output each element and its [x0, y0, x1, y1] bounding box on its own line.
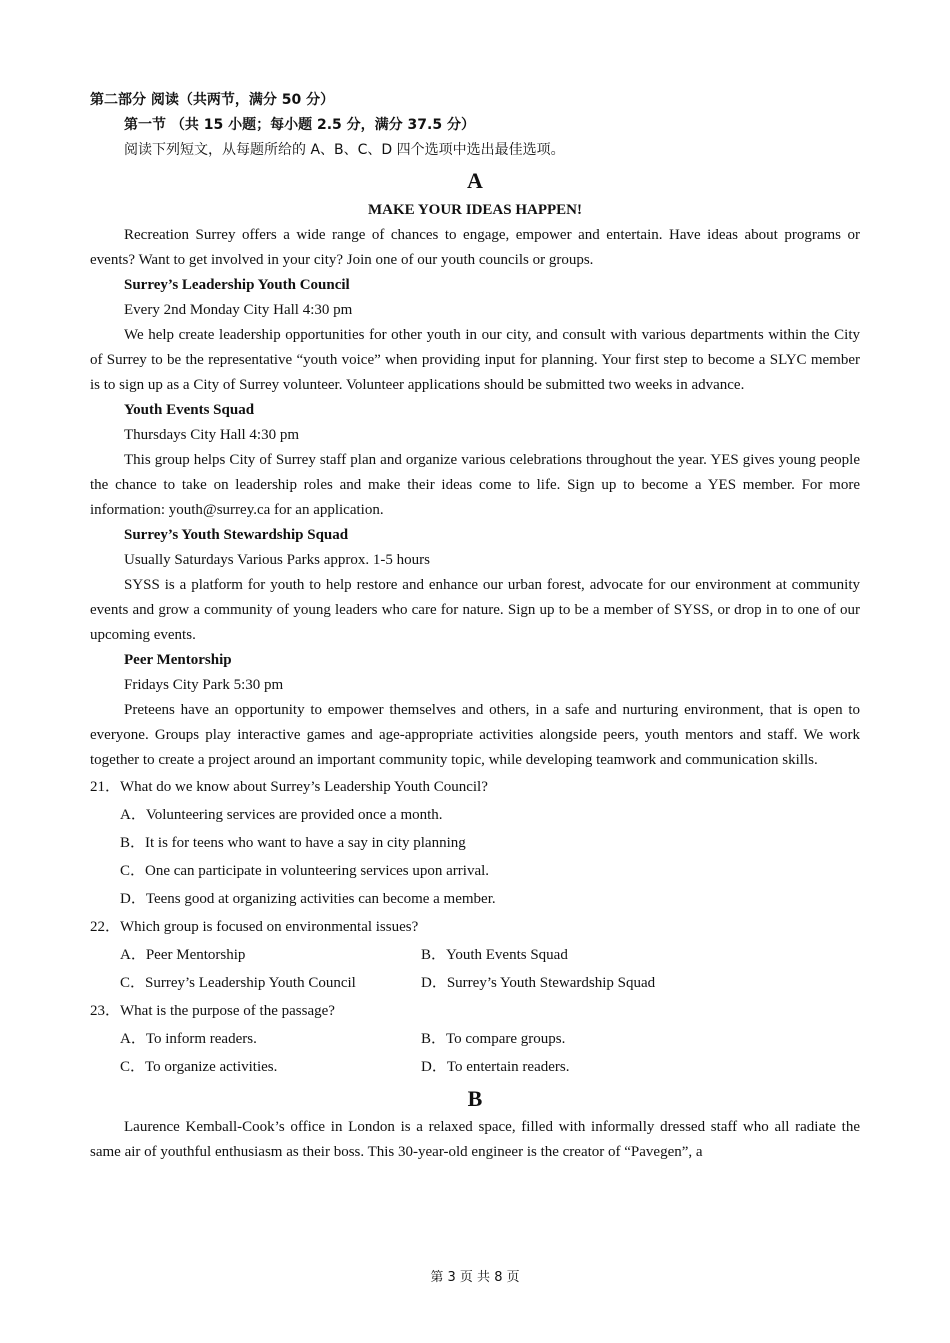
passage-a-title: MAKE YOUR IDEAS HAPPEN!	[367, 202, 583, 218]
question-21-option-c: C．One can participate in volunteering services upon arrival.	[120, 863, 490, 879]
group-schedule: Usually Saturdays Various Parks approx. 1-5 hours	[124, 552, 430, 568]
page-number: 第 3 页 共 8 页	[430, 1270, 520, 1285]
question-22-options-row-1	[90, 941, 860, 969]
group-schedule: Thursdays City Hall 4:30 pm	[124, 427, 299, 443]
group-description: SYSS is a platform for youth to help restore and enhance our urban forest, advocate for our environment at community events and grow a community of young leaders who care for nature. Sign up to be a member of SYSS, or drop in to one of our upcoming events.	[90, 577, 860, 643]
section-heading: 第一节 （共 15 小题；每小题 2.5 分，满分 37.5 分）	[124, 117, 475, 133]
question-23-option-a: A．To inform readers.	[120, 1031, 257, 1047]
group-schedule: Every 2nd Monday City Hall 4:30 pm	[124, 302, 353, 318]
group-name: Surrey’s Youth Stewardship Squad	[124, 527, 349, 543]
question-21-option-a: A．Volunteering services are provided once a month.	[120, 807, 443, 823]
passage-a-letter: A	[467, 168, 483, 193]
passage-b-text: Laurence Kemball-Cook’s office in London is a relaxed space, filled with informally dressed staff who all radiate the same air of youthful enthusiasm as their boss. This 30-year-old engineer is the creator of “Pavegen”, a	[90, 1119, 860, 1160]
question-23-stem: 23．What is the purpose of the passage?	[90, 1003, 335, 1019]
group-description: Preteens have an opportunity to empower themselves and others, in a safe and nurturing environment, that is open to everyone. Groups play interactive games and age-appropriate activities alongside peers, youth mentors and staff. We work together to create a project around an important community topic, while developing teamwork and communication skills.	[90, 702, 860, 768]
question-21-option-b: B．It is for teens who want to have a say in city planning	[120, 835, 466, 851]
question-23-options-row-1	[90, 1025, 860, 1053]
question-22-option-c: C．Surrey’s Leadership Youth Council	[120, 975, 356, 991]
question-22-option-b: B．Youth Events Squad	[421, 947, 568, 963]
question-23-option-c: C．To organize activities.	[120, 1059, 278, 1075]
question-22-options-row-2	[90, 969, 860, 997]
group-description: We help create leadership opportunities for other youth in our city, and consult with various departments within the City of Surrey to be the representative “youth voice” when providing input for planning. Your first step to become a SLYC member is to sign up as a City of Surrey volunteer. Volunteer applications should be submitted two weeks in advance.	[90, 327, 860, 393]
question-22-stem: 22．Which group is focused on environmental issues?	[90, 919, 419, 935]
question-21-stem: 21．What do we know about Surrey’s Leadership Youth Council?	[90, 779, 488, 795]
question-22-option-d: D．Surrey’s Youth Stewardship Squad	[421, 975, 656, 991]
passage-b-letter: B	[467, 1086, 483, 1111]
question-22-option-a: A．Peer Mentorship	[120, 947, 246, 963]
group-name: Youth Events Squad	[124, 402, 255, 418]
part-heading: 第二部分 阅读（共两节，满分 50 分）	[90, 92, 335, 108]
group-name: Surrey’s Leadership Youth Council	[124, 277, 350, 293]
group-name: Peer Mentorship	[124, 652, 232, 668]
question-21-option-d: D．Teens good at organizing activities can become a member.	[120, 891, 496, 907]
group-schedule: Fridays City Park 5:30 pm	[124, 677, 284, 693]
question-23-option-b: B．To compare groups.	[421, 1031, 566, 1047]
exam-page	[90, 88, 860, 1165]
passage-a-intro: Recreation Surrey offers a wide range of chances to engage, empower and entertain. Have ideas about programs or events? Want to get involved in your city? Join one of our youth councils or groups.	[90, 227, 860, 268]
question-23-option-d: D．To entertain readers.	[421, 1059, 570, 1075]
question-23-options-row-2	[90, 1053, 860, 1081]
instruction: 阅读下列短文，从每题所给的 A、B、C、D 四个选项中选出最佳选项。	[124, 142, 565, 158]
group-description: This group helps City of Surrey staff plan and organize various celebrations throughout the year. YES gives young people the chance to take on leadership roles and make their ideas come to life. Sign up to become a YES member. For more information: youth@surrey.ca for an application.	[90, 452, 860, 518]
